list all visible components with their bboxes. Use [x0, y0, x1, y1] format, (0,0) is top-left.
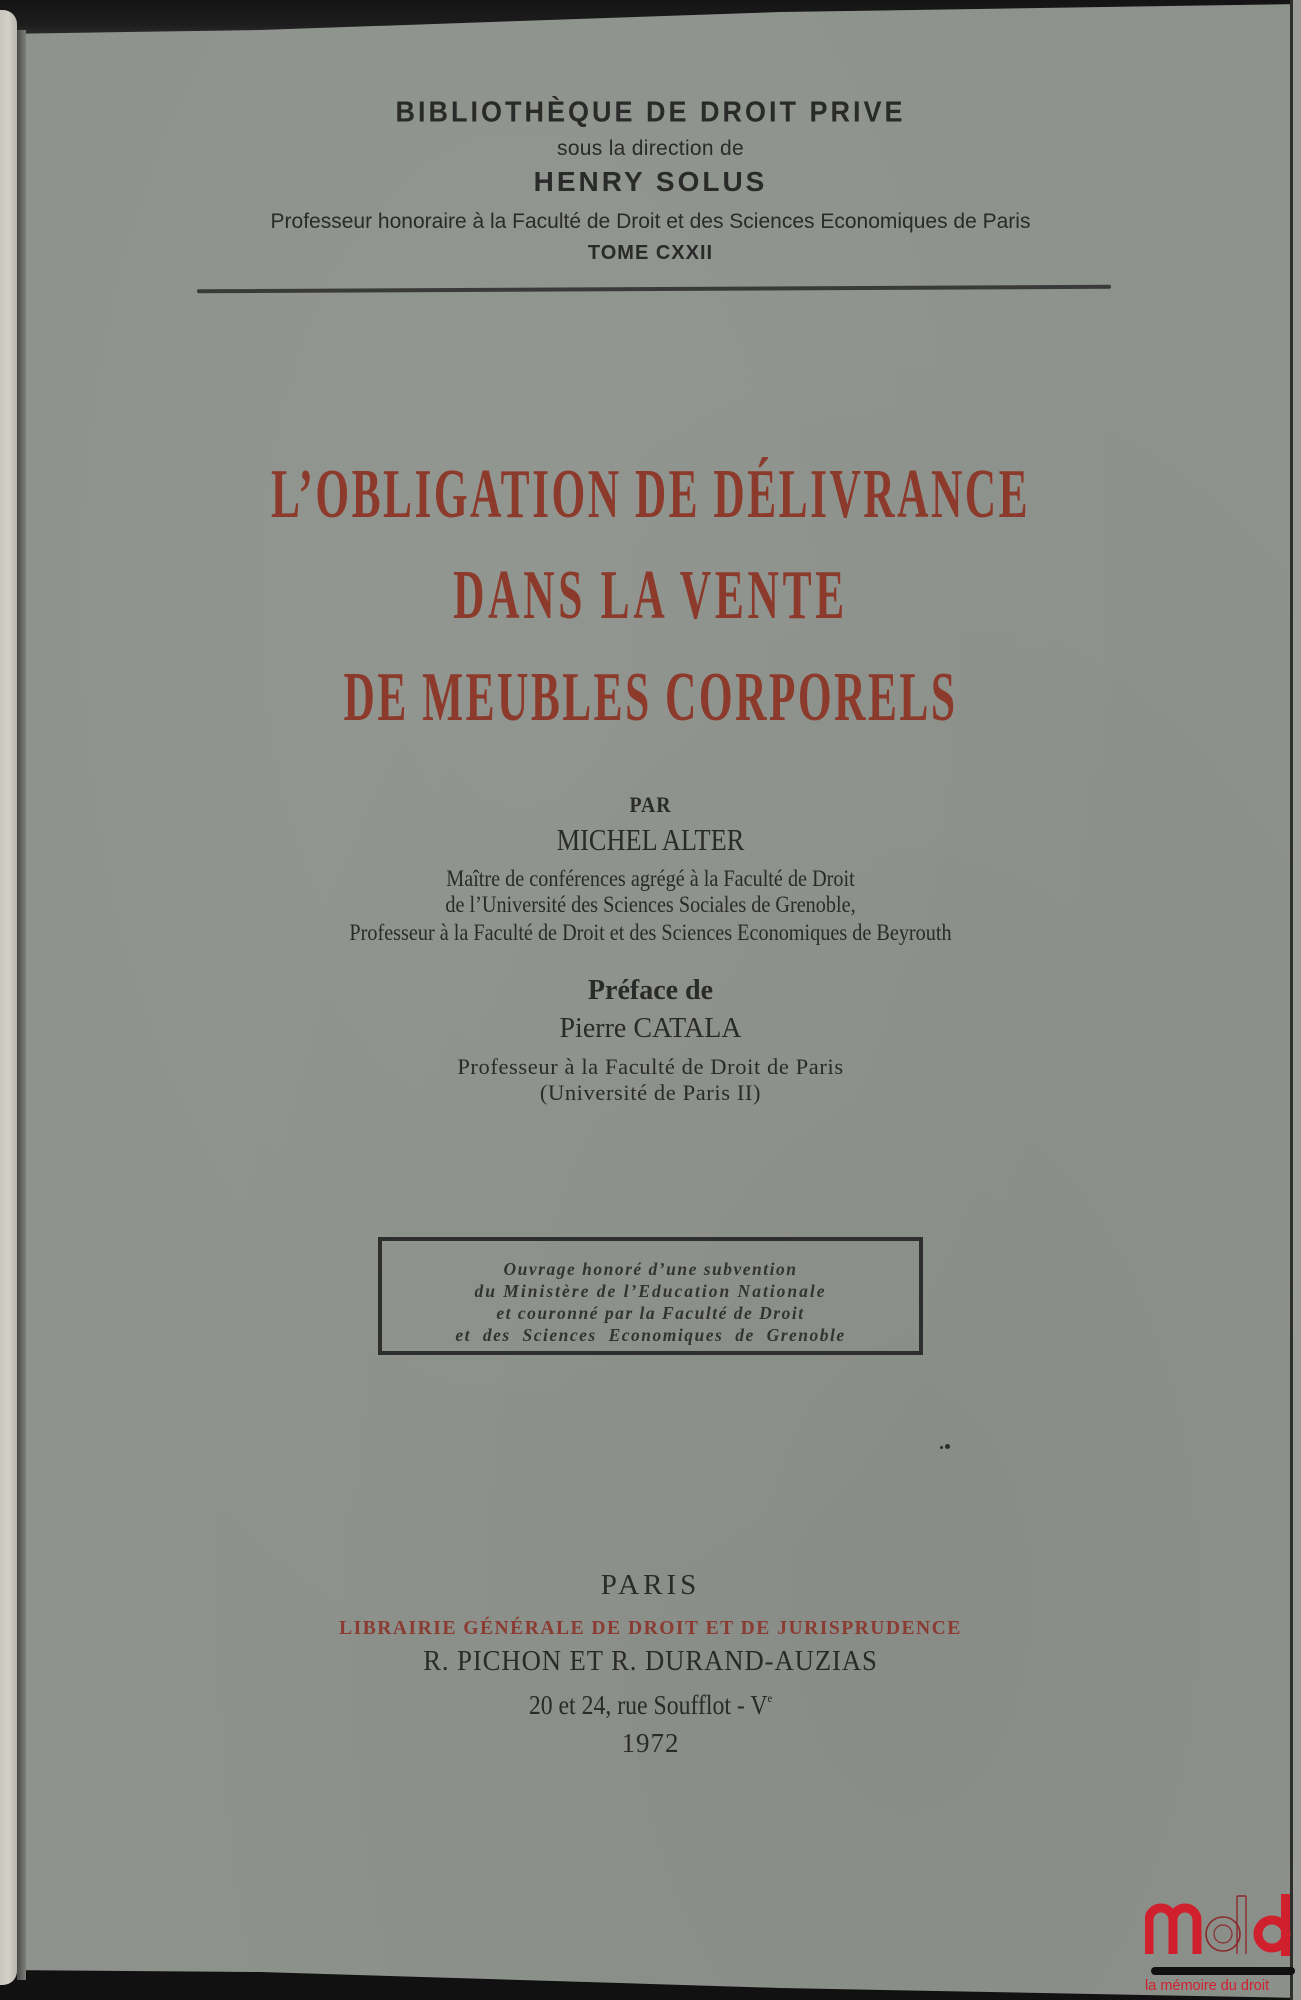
author-by-label: PAR	[629, 792, 672, 817]
preface-author-name: Pierre CATALA	[559, 1013, 742, 1044]
imprint-address	[78, 1690, 1223, 1721]
preface-affiliation-line: (Université de Paris II)	[539, 1080, 762, 1105]
mdd-logo-bar	[1151, 1967, 1295, 1975]
author-affiliation-line: Maître de conférences agrégé à la Faculté de Droit	[446, 866, 855, 892]
paper-speck	[940, 1444, 950, 1450]
imprint-publisher: LIBRAIRIE GÉNÉRALE DE DROIT ET DE JURISPRUDENCE	[339, 1617, 962, 1639]
book-title-line-3: DE MEUBLES CORPORELS	[343, 659, 958, 736]
mdd-logo-icon	[1145, 1890, 1295, 1962]
imprint-city: PARIS	[600, 1569, 701, 1601]
award-line: et des Sciences Economiques de Grenoble	[455, 1325, 846, 1345]
imprint-year: 1972	[621, 1728, 680, 1758]
imprint-address-text: 20 et 24, rue Soufflot - V	[528, 1690, 768, 1720]
mdd-tagline: la mémoire du droit	[1145, 1978, 1270, 1994]
award-line: Ouvrage honoré d’une subvention	[503, 1259, 798, 1279]
award-notice-box	[378, 1237, 923, 1355]
series-volume: TOME CXXII	[587, 242, 714, 264]
series-director-title: Professeur honoraire à la Faculté de Droit et des Sciences Economiques de Paris	[270, 210, 1031, 233]
award-line: du Ministère de l’Education Nationale	[474, 1281, 827, 1301]
series-director: HENRY SOLUS	[533, 166, 768, 197]
author-affiliation-line: de l’Université des Sciences Sociales de Grenoble,	[445, 892, 856, 918]
award-line: et couronné par la Faculté de Droit	[496, 1303, 805, 1323]
imprint-publisher-names: R. PICHON ET R. DURAND-AUZIAS	[423, 1645, 878, 1677]
preface-label: Préface de	[587, 975, 714, 1006]
imprint-address-suffix: e	[767, 1691, 773, 1705]
series-direction-label: sous la direction de	[557, 137, 744, 160]
book-title-line-1: L’OBLIGATION DE DÉLIVRANCE	[270, 456, 1031, 533]
mdd-watermark-logo	[1145, 1890, 1295, 2000]
preface-affiliation-line: Professeur à la Faculté de Droit de Paris	[457, 1054, 844, 1079]
author-name: MICHEL ALTER	[556, 822, 745, 857]
book-title-line-2: DANS LA VENTE	[453, 557, 848, 634]
author-affiliation-line: Professeur à la Faculté de Droit et des Sciences Economiques de Beyrouth	[349, 920, 952, 946]
series-name: BIBLIOTHÈQUE DE DROIT PRIVE	[395, 96, 906, 128]
